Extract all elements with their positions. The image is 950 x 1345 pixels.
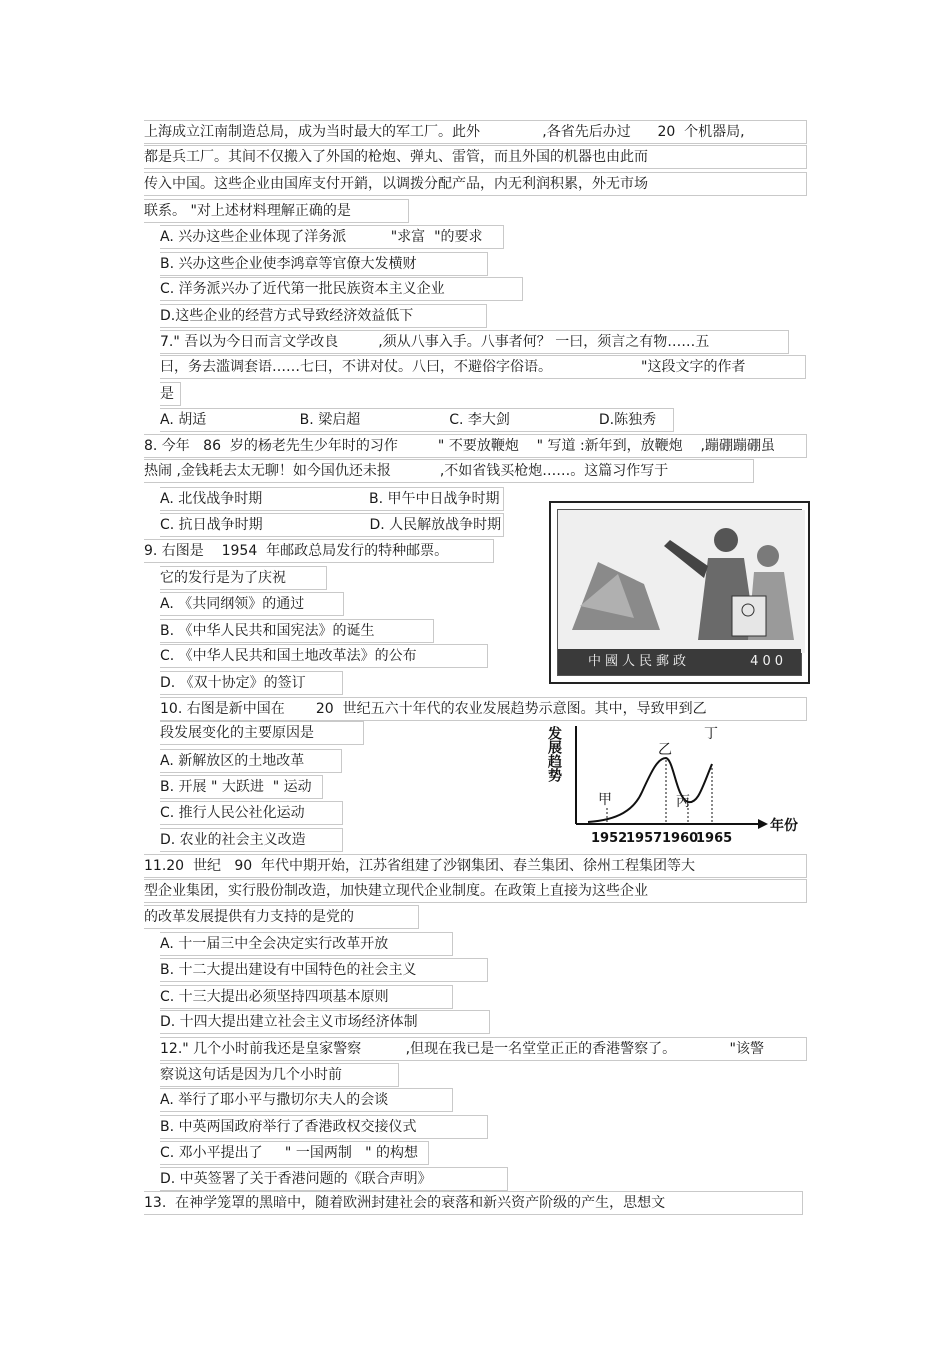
x-tick-label: 1965	[696, 831, 733, 846]
text-line: 热闹 ,金钱耗去太无聊！如今国仇还未报 ,不如省钱买枪炮……。这篇习作写于	[144, 459, 754, 483]
stamp-value: 400	[750, 654, 787, 669]
text-line: B. 《中华人民共和国宪法》的诞生	[160, 619, 434, 643]
text-line: 10. 右图是新中国在 20 世纪五六十年代的农业发展趋势示意图。其中，导致甲到乙	[160, 697, 807, 721]
chart-annotation: 乙	[658, 742, 672, 758]
text-line: A. 《共同纲领》的通过	[160, 592, 344, 616]
text-line: B. 兴办这些企业使李鸿章等官僚大发横财	[160, 252, 488, 276]
chart-annotation: 丙	[676, 794, 690, 810]
text-line: D. 中英签署了关于香港问题的《联合声明》	[160, 1167, 508, 1191]
text-line: 是	[160, 382, 181, 406]
x-axis-arrow	[758, 819, 768, 829]
text-line: 9. 右图是 1954 年邮政总局发行的特种邮票。	[144, 539, 494, 563]
text-line: C. 推行人民公社化运动	[160, 801, 343, 825]
text-line: 都是兵工厂。其间不仅搬入了外国的枪炮、弹丸、雷管，而且外国的机器也由此而	[144, 145, 807, 169]
text-line: 曰，务去滥调套语……七曰，不讲对仗。八曰，不避俗字俗语。 "这段文字的作者	[160, 355, 806, 379]
text-line: A. 十一届三中全会决定实行改革开放	[160, 932, 453, 956]
text-line: 8. 今年 86 岁的杨老先生少年时的习作 " 不要放鞭炮 " 写道 :新年到，放鞭炮 ,蹦硼蹦硼虽	[144, 434, 807, 458]
text-line: 11.20 世纪 90 年代中期开始，江苏省组建了沙钢集团、春兰集团、徐州工程集团等大	[144, 854, 807, 878]
agriculture-trend-chart	[548, 718, 810, 858]
text-line: 7." 吾以为今日而言文学改良 ,须从八事入手。八事者何？ 一曰，须言之有物……五	[160, 330, 789, 354]
text-line: B. 十二大提出建设有中国特色的社会主义	[160, 958, 488, 982]
text-line: 13. 在神学笼罩的黑暗中，随着欧洲封建社会的衰落和新兴资产阶级的产生，思想文	[144, 1191, 803, 1215]
text-line: A. 兴办这些企业体现了洋务派 "求富 "的要求	[160, 225, 504, 249]
stamp-caption	[558, 649, 801, 675]
text-line: 型企业集团，实行股份制改造，加快建立现代企业制度。在政策上直接为这些企业	[144, 879, 807, 903]
x-tick-label: 1957	[626, 831, 663, 846]
chart-annotation: 甲	[598, 792, 612, 808]
text-line: C. 十三大提出必须坚持四项基本原则	[160, 985, 453, 1009]
text-line: 的改革发展提供有力支持的是党的	[144, 905, 419, 929]
chart-ylabel: 发展趋势	[546, 726, 562, 782]
text-line: C. 抗日战争时期 D. 人民解放战争时期	[160, 513, 504, 537]
text-line: A. 北伐战争时期 B. 甲午中日战争时期	[160, 487, 504, 511]
text-line: C. 洋务派兴办了近代第一批民族资本主义企业	[160, 277, 523, 301]
text-line: 察说这句话是因为几个小时前	[160, 1063, 399, 1087]
text-line: 上海成立江南制造总局，成为当时最大的军工厂。此外 ,各省先后办过 20 个机器局,	[144, 120, 807, 144]
text-line: 12." 几个小时前我还是皇家警察 ,但现在我已是一名堂堂正正的香港警察了。 "该警	[160, 1037, 807, 1061]
text-line: 传入中国。这些企业由国库支付开銷，以调拨分配产品，内无利润积累，外无市场	[144, 172, 807, 196]
text-line: A. 新解放区的土地改革	[160, 749, 342, 773]
text-line: 联系。 "对上述材料理解正确的是	[144, 199, 409, 223]
text-line: D. 农业的社会主义改造	[160, 828, 343, 852]
text-line: C. 《中华人民共和国土地改革法》的公布	[160, 644, 488, 668]
text-line: A. 举行了耶小平与撒切尔夫人的会谈	[160, 1088, 453, 1112]
text-line: D. 十四大提出建立社会主义市场经济体制	[160, 1010, 490, 1034]
stamp-image	[549, 501, 810, 684]
x-tick-label: 1952	[591, 831, 628, 846]
stamp-text: 中國人民郵政	[588, 654, 691, 669]
chart-xlabel: 年份	[770, 818, 798, 834]
chart-annotation: 丁	[704, 726, 718, 742]
text-line: A. 胡适 B. 梁启超 C. 李大剑 D.陈独秀	[160, 408, 674, 432]
text-line: B. 中英两国政府举行了香港政权交接仪式	[160, 1115, 488, 1139]
text-line: D. 《双十协定》的签订	[160, 671, 343, 695]
text-line: B. 开展 " 大跃进 " 运动	[160, 775, 323, 799]
text-line: D.这些企业的经营方式导致经济效益低下	[160, 304, 487, 328]
text-line: C. 邓小平提出了 " 一国两制 " 的构想	[160, 1141, 429, 1165]
text-line: 它的发行是为了庆祝	[160, 566, 327, 590]
x-tick-label: 1960	[662, 831, 699, 846]
text-line: 段发展变化的主要原因是	[160, 721, 364, 745]
stamp-figures-icon	[558, 510, 805, 653]
